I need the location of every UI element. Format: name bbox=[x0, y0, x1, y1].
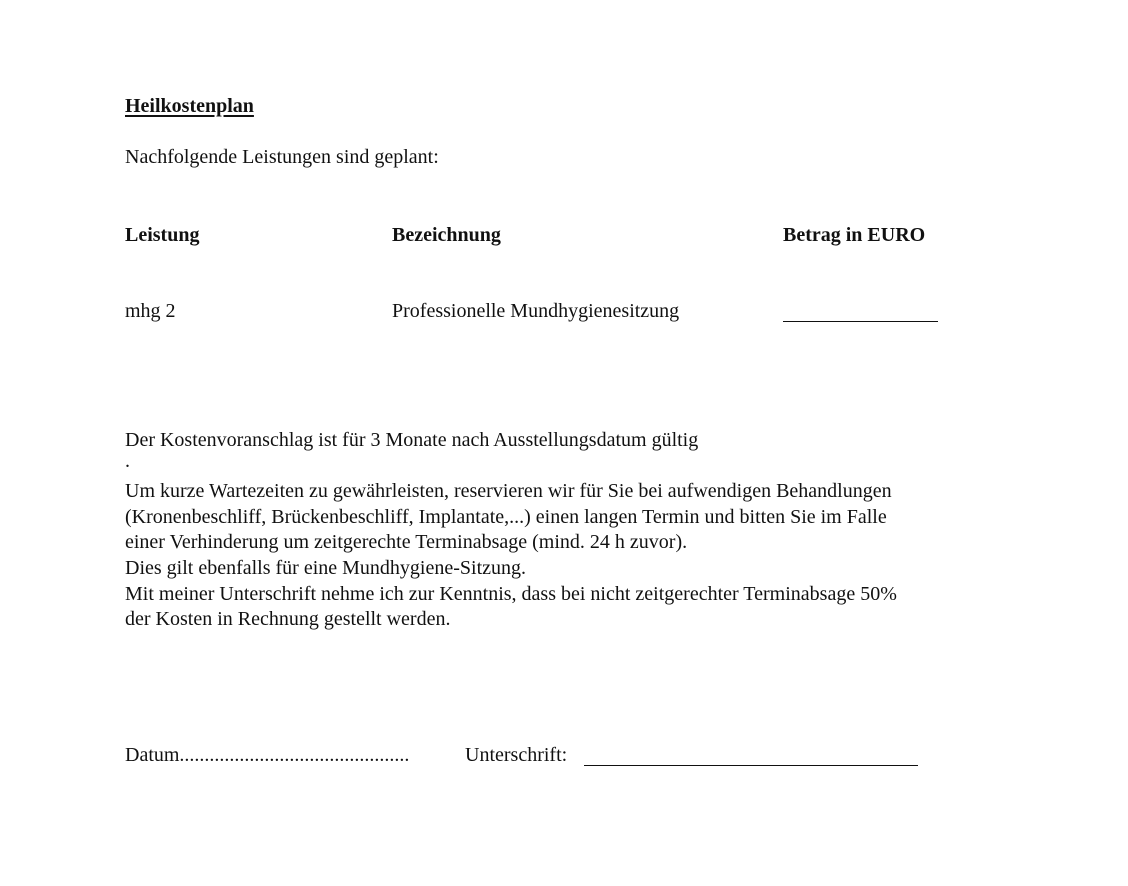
amount-blank-line bbox=[783, 321, 938, 322]
terms-line: Um kurze Wartezeiten zu gewährleisten, reservieren wir für Sie bei aufwendigen Behandlungen bbox=[125, 480, 892, 503]
intro-text: Nachfolgende Leistungen sind geplant: bbox=[125, 146, 439, 168]
terms-paragraph bbox=[125, 428, 1025, 633]
header-betrag: Betrag in EURO bbox=[783, 224, 926, 246]
header-leistung: Leistung bbox=[125, 224, 200, 246]
terms-line: (Kronenbeschliff, Brückenbeschliff, Implantate,...) einen langen Termin und bitten Sie im Falle bbox=[125, 505, 887, 528]
row-leistung: mhg 2 bbox=[125, 300, 176, 322]
document-title: Heilkostenplan bbox=[125, 95, 254, 117]
terms-line: Dies gilt ebenfalls für eine Mundhygiene-Sitzung. bbox=[125, 556, 527, 579]
terms-line: Mit meiner Unterschrift nehme ich zur Kenntnis, dass bei nicht zeitgerechter Terminabsage 50% bbox=[125, 582, 897, 605]
row-bezeichnung: Professionelle Mundhygienesitzung bbox=[392, 300, 680, 322]
signature-line bbox=[584, 765, 918, 766]
terms-line: Der Kostenvoranschlag ist für 3 Monate nach Ausstellungsdatum gültig bbox=[125, 429, 699, 451]
terms-line: der Kosten in Rechnung gestellt werden. bbox=[125, 608, 451, 631]
terms-line: einer Verhinderung um zeitgerechte Terminabsage (mind. 24 h zuvor). bbox=[125, 531, 688, 554]
datum-field: Datum.............................................. bbox=[125, 744, 410, 766]
terms-line: . bbox=[125, 449, 130, 472]
unterschrift-label: Unterschrift: bbox=[465, 744, 568, 766]
header-bezeichnung: Bezeichnung bbox=[392, 224, 501, 246]
